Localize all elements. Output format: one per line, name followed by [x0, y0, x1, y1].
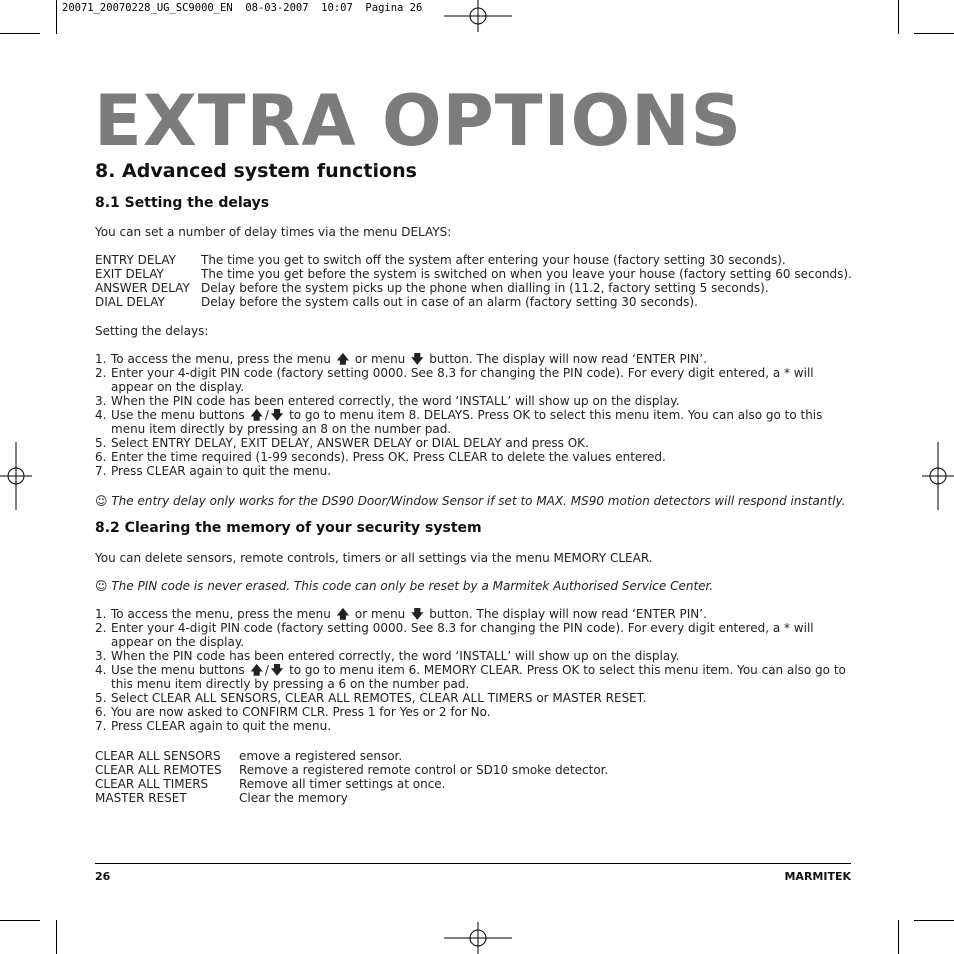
step-text: To access the menu, press the menu 🡅 or menu 🡇 button. The display will now read ‘ENTER PIN’. [111, 607, 707, 621]
note-text: The entry delay only works for the DS90 Door/Window Sensor if set to MAX. MS90 motion detectors will respond instantly. [111, 494, 846, 508]
delay-row [95, 281, 852, 295]
step-text: Enter your 4-digit PIN code (factory setting 0000. See 8.3 for changing the PIN code). For every digit entered, a * will appear on the display. [111, 621, 814, 649]
step-number: 7. [95, 719, 107, 733]
arrow-down-icon: 🡇 [411, 607, 424, 621]
list-item [95, 366, 855, 394]
option-desc: emove a registered sensor. [239, 749, 403, 763]
option-row [95, 777, 608, 791]
step-number: 4. [95, 408, 107, 422]
crop-mark [56, 920, 57, 954]
step-text: When the PIN code has been entered correctly, the word ‘INSTALL’ will show up on the display. [111, 649, 680, 663]
list-item [95, 691, 855, 705]
list-item [95, 607, 855, 621]
list-item [95, 408, 855, 436]
list-item [95, 719, 855, 733]
registration-mark-icon [922, 442, 954, 510]
step-number: 2. [95, 621, 107, 635]
section-heading: 8. Advanced system functions [95, 160, 417, 182]
option-desc: Clear the memory [239, 791, 348, 805]
step-number: 1. [95, 352, 107, 366]
list-item [95, 663, 855, 691]
footer-divider [95, 863, 851, 864]
list-item [95, 649, 855, 663]
arrow-up-icon: 🡅 [250, 663, 263, 677]
page-number: 26 [95, 870, 111, 883]
footer-brand: MARMITEK [784, 870, 851, 883]
option-term: CLEAR ALL TIMERS [95, 777, 209, 791]
page-title: EXTRA OPTIONS [94, 80, 743, 162]
step-text: You are now asked to CONFIRM CLR. Press 1 for Yes or 2 for No. [111, 705, 491, 719]
option-term: CLEAR ALL REMOTES [95, 763, 222, 777]
entry-delay-note [95, 494, 845, 508]
step-text: Press CLEAR again to quit the menu. [111, 719, 332, 733]
step-number: 5. [95, 691, 107, 705]
delay-row [95, 267, 852, 281]
arrow-up-icon: 🡅 [336, 352, 350, 366]
memory-clear-intro: You can delete sensors, remote controls, timers or all settings via the menu MEMORY CLEAR. [95, 551, 653, 565]
list-item [95, 352, 855, 366]
arrow-down-icon: 🡇 [411, 352, 424, 366]
step-text: Select ENTRY DELAY, EXIT DELAY, ANSWER DELAY or DIAL DELAY and press OK. [111, 436, 589, 450]
step-text: To access the menu, press the menu 🡅 or menu 🡇 button. The display will now read ‘ENTER PIN’. [111, 352, 707, 366]
arrow-up-icon: 🡅 [250, 408, 263, 422]
steps-intro: Setting the delays: [95, 324, 209, 338]
list-item [95, 450, 855, 464]
smiley-icon: ☺ [95, 579, 108, 593]
step-text: Select CLEAR ALL SENSORS, CLEAR ALL REMOTES, CLEAR ALL TIMERS or MASTER RESET. [111, 691, 647, 705]
step-text: Enter the time required (1-99 seconds). Press OK. Press CLEAR to delete the values entered. [111, 450, 666, 464]
list-item [95, 394, 855, 408]
subsection-heading-8-1: 8.1 Setting the delays [95, 195, 270, 211]
crop-mark [0, 920, 40, 921]
delay-desc: The time you get to switch off the system after entering your house (factory setting 30 seconds). [201, 253, 786, 267]
delays-steps-list [95, 352, 855, 478]
list-item [95, 436, 855, 450]
step-number: 7. [95, 464, 107, 478]
list-item [95, 464, 855, 478]
delay-desc: Delay before the system picks up the phone when dialling in (11.2, factory setting 5 seconds). [201, 281, 769, 295]
delay-desc: Delay before the system calls out in case of an alarm (factory setting 30 seconds). [201, 295, 698, 309]
option-term: MASTER RESET [95, 791, 187, 805]
delay-term: ENTRY DELAY [95, 253, 176, 267]
crop-mark [0, 33, 40, 34]
step-text: When the PIN code has been entered correctly, the word ‘INSTALL’ will show up on the display. [111, 394, 680, 408]
step-number: 1. [95, 607, 107, 621]
step-number: 6. [95, 705, 107, 719]
list-item [95, 621, 855, 649]
print-slug: 20071_20070228_UG_SC9000_EN 08-03-2007 10:07 Pagina 26 [62, 2, 423, 14]
delay-desc: The time you get before the system is switched on when you leave your house (factory setting 60 seconds). [201, 267, 852, 281]
step-number: 5. [95, 436, 107, 450]
crop-mark [898, 0, 899, 34]
crop-mark [898, 920, 899, 954]
subsection-heading-8-2: 8.2 Clearing the memory of your security system [95, 520, 482, 536]
crop-mark [914, 920, 954, 921]
delay-row [95, 253, 852, 267]
step-text: Enter your 4-digit PIN code (factory setting 0000. See 8.3 for changing the PIN code). For every digit entered, a * will appear on the display. [111, 366, 814, 394]
pin-note [95, 579, 713, 593]
option-row [95, 791, 608, 805]
clear-options-list [95, 749, 608, 805]
delays-intro: You can set a number of delay times via the menu DELAYS: [95, 225, 452, 239]
delay-term: DIAL DELAY [95, 295, 165, 309]
step-text: Use the menu buttons 🡅 / 🡇 to go to menu item 8. DELAYS. Press OK to select this menu item. You can also go to this menu item directly by pressing an 8 on the number pad. [111, 408, 823, 436]
step-text: Use the menu buttons 🡅 / 🡇 to go to menu item 6. MEMORY CLEAR. Press OK to select this menu item. You can also go to this menu item directly by pressing a 6 on the number pad. [111, 663, 846, 691]
option-term: CLEAR ALL SENSORS [95, 749, 221, 763]
delay-term: EXIT DELAY [95, 267, 164, 281]
step-number: 4. [95, 663, 107, 677]
arrow-down-icon: 🡇 [270, 408, 284, 422]
option-desc: Remove all timer settings at once. [239, 777, 446, 791]
registration-mark-icon [444, 0, 512, 32]
step-number: 3. [95, 394, 107, 408]
list-item [95, 705, 855, 719]
delays-list [95, 253, 852, 309]
step-number: 2. [95, 366, 107, 380]
crop-mark [56, 0, 57, 34]
delay-row [95, 295, 852, 309]
memory-steps-list [95, 607, 855, 733]
registration-mark-icon [0, 442, 32, 510]
option-desc: Remove a registered remote control or SD10 smoke detector. [239, 763, 609, 777]
delay-term: ANSWER DELAY [95, 281, 190, 295]
step-number: 6. [95, 450, 107, 464]
registration-mark-icon [444, 922, 512, 954]
option-row [95, 749, 608, 763]
step-text: Press CLEAR again to quit the menu. [111, 464, 332, 478]
arrow-up-icon: 🡅 [336, 607, 350, 621]
option-row [95, 763, 608, 777]
step-number: 3. [95, 649, 107, 663]
arrow-down-icon: 🡇 [270, 663, 284, 677]
note-text: The PIN code is never erased. This code can only be reset by a Marmitek Authorised Service Center. [111, 579, 714, 593]
smiley-icon: ☺ [95, 494, 108, 508]
crop-mark [914, 33, 954, 34]
